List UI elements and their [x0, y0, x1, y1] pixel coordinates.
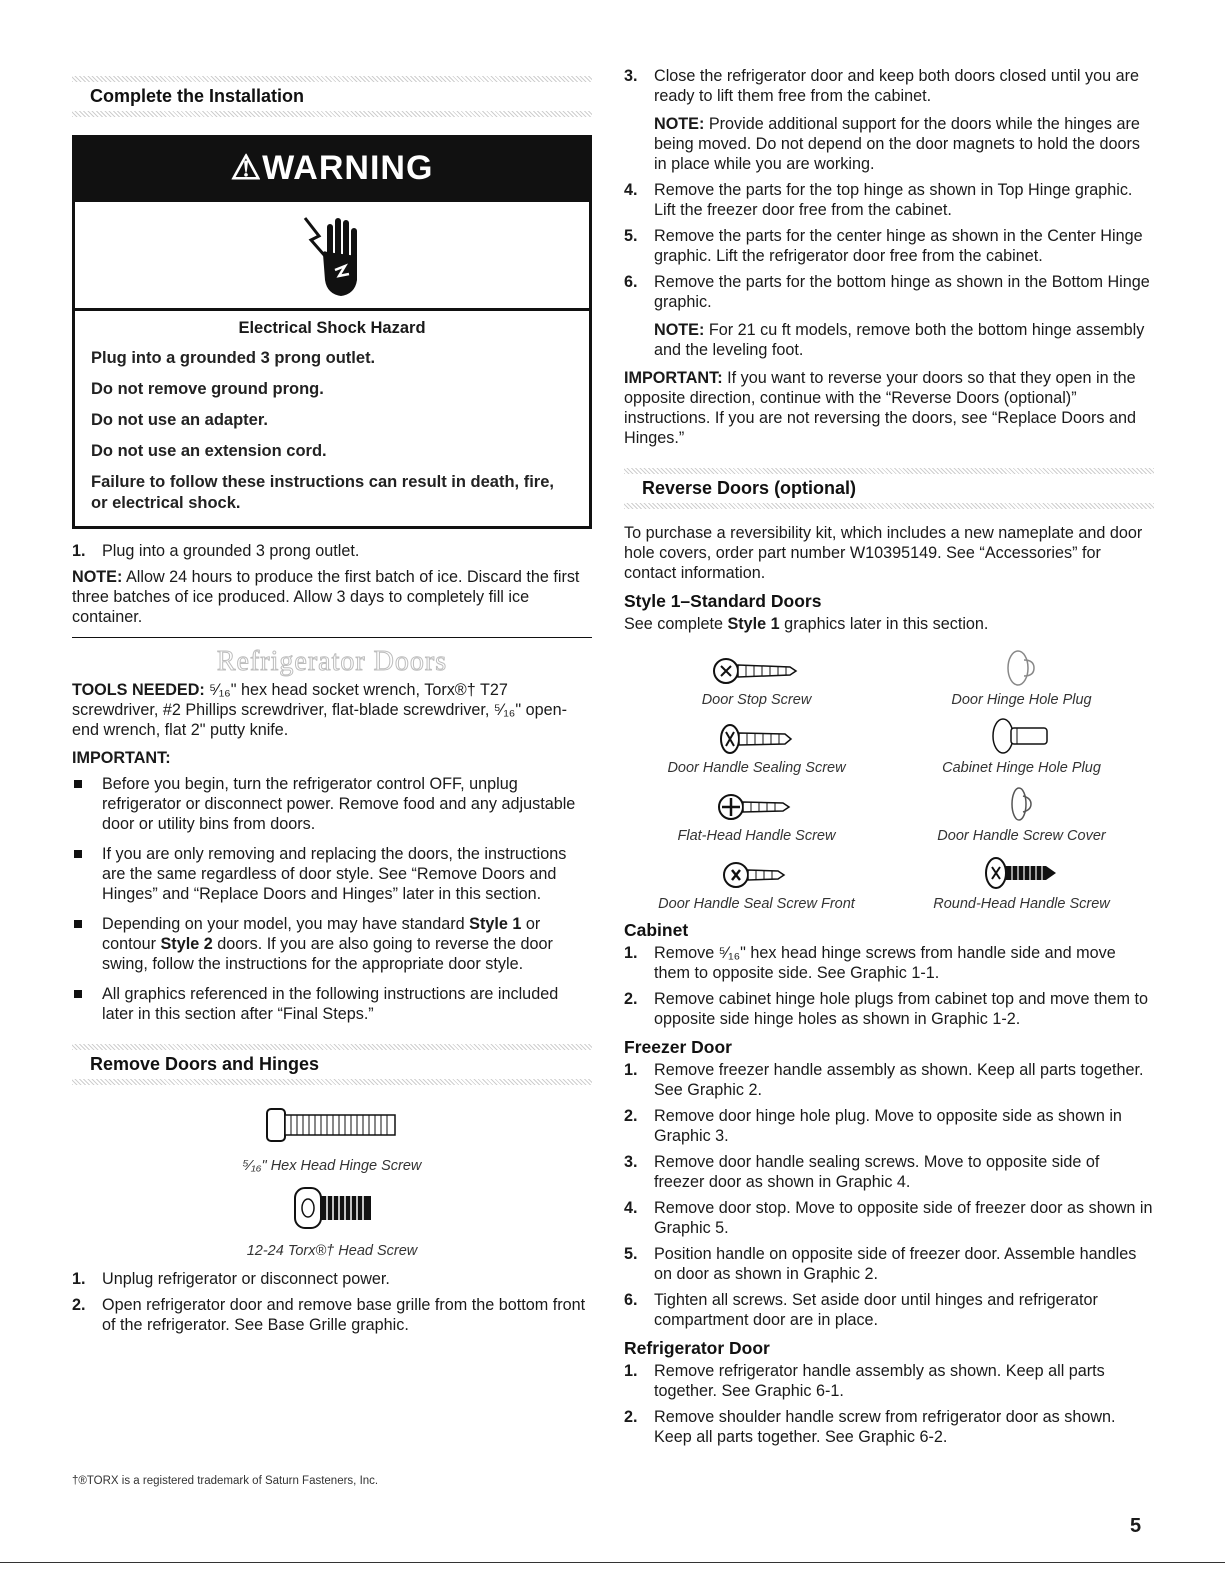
footnote: †®TORX is a registered trademark of Saturn Fasteners, Inc.: [72, 1475, 379, 1487]
reverse-doors-header: [624, 458, 1154, 517]
list-item: 6. Remove the parts for the bottom hinge as shown in the Bottom Hinge graphic. NOTE: For 21 cu ft models, remove both the bottom hinge assembly and the leveling foot.: [624, 272, 1154, 360]
section-title: Reverse Doors (optional): [642, 478, 857, 498]
list-item: 3. Remove door handle sealing screws. Move to opposite side of freezer door as shown in Graphic 4.: [624, 1153, 1100, 1191]
part-caption: Door Handle Screw Cover: [937, 828, 1106, 844]
screw-cover-icon: [1007, 784, 1037, 824]
list-item: 1. Unplug refrigerator or disconnect power.: [72, 1270, 390, 1288]
style1-text: See complete Style 1 graphics later in this section.: [624, 615, 989, 633]
section-title: Complete the Installation: [90, 86, 305, 106]
part-door-handle-screw-cover: [889, 782, 1154, 844]
reverse-intro: To purchase a reversibility kit, which includes a new nameplate and door hole covers, order part number W10395149. See “Accessories” for contact information.: [624, 524, 1143, 582]
list-item: Before you begin, turn the refrigerator control OFF, unplug refrigerator or disconnect power. Remove food and any adjustable door or utility bins from doors.: [72, 774, 592, 834]
round-head-screw-icon: [982, 854, 1062, 892]
list-item: All graphics referenced in the following instructions are included later in this section after “Final Steps.”: [72, 984, 592, 1024]
refrigerator-doors-title: Refrigerator Doors: [216, 646, 448, 677]
hex-head-screw-figure: [72, 1103, 592, 1174]
list-item: If you are only removing and replacing the doors, the instructions are the same regardless of door style. See “Remove Doors and Hinges” and “Replace Doors and Hinges” later in this section.: [72, 844, 592, 904]
refrigerator-door-heading: Refrigerator Door: [624, 1338, 770, 1358]
list-item: 5. Position handle on opposite side of freezer door. Assemble handles on door as shown in Graphic 2.: [624, 1245, 1137, 1283]
remove-steps-left: [72, 1269, 592, 1335]
note: NOTE: Provide additional support for the doors while the hinges are being moved. Do not depend on the door magnets to hold the doors in place while you are working.: [654, 115, 1140, 173]
list-item: Depending on your model, you may have standard Style 1 or contour Style 2 doors. If you are also going to reverse the door swing, follow the instructions for the appropriate door style.: [72, 914, 592, 974]
sealing-screw-icon: [722, 858, 792, 892]
list-item: 5. Remove the parts for the center hinge as shown in the Center Hinge graphic. Lift the refrigerator door free from the cabinet.: [624, 227, 1143, 265]
warning-line: Plug into a grounded 3 prong outlet.: [91, 349, 376, 367]
part-caption: Door Handle Seal Screw Front: [658, 896, 855, 912]
complete-installation-header: [72, 66, 592, 125]
list-item: 4. Remove the parts for the top hinge as shown in Top Hinge graphic. Lift the freezer door free from the cabinet.: [624, 181, 1133, 219]
figure-caption: ⁵⁄₁₆" Hex Head Hinge Screw: [242, 1158, 422, 1174]
important-label: IMPORTANT:: [72, 749, 171, 767]
warning-line: Do not use an adapter.: [91, 411, 268, 429]
part-caption: Flat-Head Handle Screw: [677, 828, 836, 844]
remove-steps-right: [624, 66, 1154, 360]
part-caption: Door Stop Screw: [701, 692, 812, 708]
style1-heading: Style 1–Standard Doors: [624, 591, 822, 611]
hex-head-screw-icon: [257, 1103, 407, 1147]
torx-screw-icon: [277, 1184, 387, 1232]
list-item: 1. Remove freezer handle assembly as shown. Keep all parts together. See Graphic 2.: [624, 1061, 1144, 1099]
hinge-hole-plug-icon: [1002, 648, 1042, 688]
door-stop-screw-icon: [712, 654, 802, 688]
right-column: [624, 66, 1154, 1453]
part-door-hinge-hole-plug: [889, 646, 1154, 708]
warning-title: ⚠WARNING: [75, 138, 589, 202]
list-item: 1. Remove refrigerator handle assembly as shown. Keep all parts together. See Graphic 6-1.: [624, 1362, 1105, 1400]
flat-head-screw-icon: [717, 790, 797, 824]
remove-doors-header: [72, 1034, 592, 1093]
list-item: 2. Remove door hinge hole plug. Move to opposite side as shown in Graphic 3.: [624, 1107, 1122, 1145]
list-item: 2. Remove shoulder handle screw from refrigerator door as shown. Keep all parts together. See Graphic 6-2.: [624, 1408, 1116, 1446]
list-item: 1. Plug into a grounded 3 prong outlet.: [72, 542, 360, 560]
important-note: IMPORTANT: If you want to reverse your doors so that they open in the opposite direction, continue with the “Reverse Doors (optional)” instructions. If you are not reversing the doors, see “Replace Doors and Hinges.”: [624, 369, 1136, 447]
freezer-door-heading: Freezer Door: [624, 1037, 732, 1057]
list-item: 2. Remove cabinet hinge hole plugs from cabinet top and move them to opposite side hinge holes as shown in Graphic 1-2.: [624, 990, 1149, 1028]
divider: [72, 637, 592, 638]
list-item: 6. Tighten all screws. Set aside door until hinges and refrigerator compartment door are in place.: [624, 1291, 1098, 1329]
cabinet-steps: [624, 943, 1154, 1029]
refrigerator-steps: [624, 1361, 1154, 1447]
electrical-shock-hand-icon: [297, 210, 367, 300]
figure-caption: 12-24 Torx®† Head Screw: [246, 1243, 418, 1259]
install-steps: [72, 541, 592, 561]
part-flat-head-handle-screw: [624, 782, 889, 844]
hazard-label: Electrical Shock Hazard: [238, 319, 426, 337]
part-caption: Door Handle Sealing Screw: [667, 760, 846, 776]
warning-line: Failure to follow these instructions can result in death, fire, or electrical shock.: [91, 473, 554, 512]
warning-line: Do not remove ground prong.: [91, 380, 324, 398]
list-item: 2. Open refrigerator door and remove base grille from the bottom front of the refrigerator. See Base Grille graphic.: [72, 1296, 586, 1334]
page-bottom-rule: [0, 1562, 1225, 1563]
part-caption: Door Hinge Hole Plug: [951, 692, 1092, 708]
left-column: [72, 66, 592, 1341]
parts-grid: [624, 646, 1154, 912]
tools-needed: TOOLS NEEDED: ⁵⁄₁₆" hex head socket wrench, Torx®† T27 screwdriver, #2 Phillips screwdriver, flat-blade screwdriver, ⁵⁄₁₆" open-end wrench, flat 2" putty knife.: [72, 681, 567, 739]
freezer-steps: [624, 1060, 1154, 1330]
torx-screw-figure: [72, 1184, 592, 1259]
part-door-handle-seal-screw-front: [624, 850, 889, 912]
part-round-head-handle-screw: [889, 850, 1154, 912]
part-door-handle-sealing-screw: [624, 714, 889, 776]
part-cabinet-hinge-hole-plug: [889, 714, 1154, 776]
list-item: 4. Remove door stop. Move to opposite side of freezer door as shown in Graphic 5.: [624, 1199, 1153, 1237]
page-number: 5: [1130, 1515, 1142, 1537]
part-caption: Cabinet Hinge Hole Plug: [942, 760, 1101, 776]
cabinet-heading: Cabinet: [624, 920, 689, 940]
note: NOTE: For 21 cu ft models, remove both the bottom hinge assembly and the leveling foot.: [654, 321, 1145, 359]
sealing-screw-icon: [717, 722, 797, 756]
part-door-stop-screw: [624, 646, 889, 708]
important-list: [72, 774, 592, 1024]
list-item: 3. Close the refrigerator door and keep both doors closed until you are ready to lift them free from the cabinet. NOTE: Provide additional support for the doors while the hinges are being moved. Do not depend on the door magnets to hold the doors in place while you are working.: [624, 66, 1154, 174]
section-title: Remove Doors and Hinges: [90, 1054, 320, 1074]
list-item: 1. Remove ⁵⁄₁₆" hex head hinge screws from handle side and move them to opposite side. See Graphic 1-1.: [624, 944, 1116, 982]
install-note: NOTE: Allow 24 hours to produce the first batch of ice. Discard the first three batches of ice produced. Allow 3 days to completely fill ice container.: [72, 568, 580, 626]
warning-line: Do not use an extension cord.: [91, 442, 327, 460]
warning-box: [72, 135, 592, 529]
hinge-hole-plug-icon: [987, 716, 1057, 756]
part-caption: Round-Head Handle Screw: [933, 896, 1110, 912]
